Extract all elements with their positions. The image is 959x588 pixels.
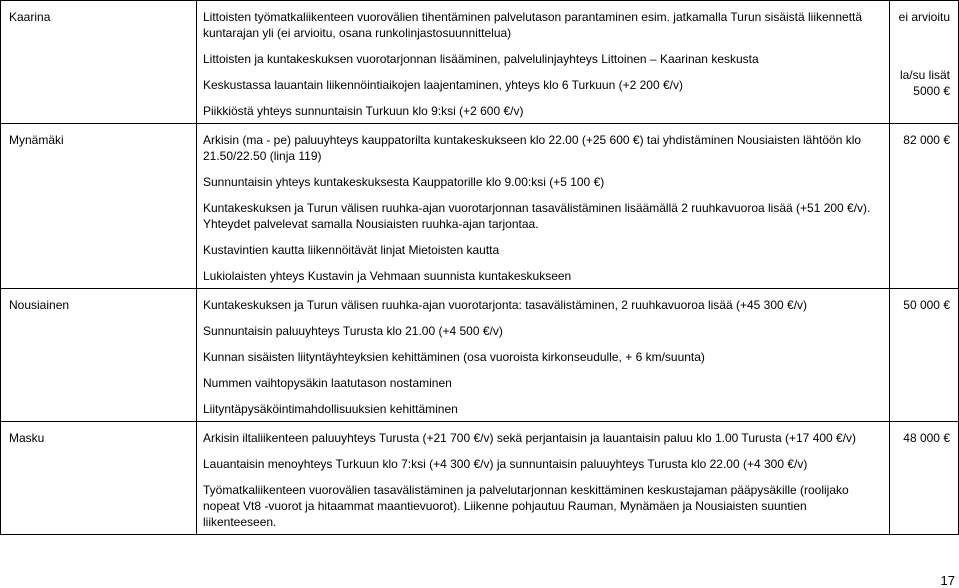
measure-item: Kustavintien kautta liikennöitävät linjat Mietoisten kautta bbox=[203, 243, 500, 257]
measure-item: Kuntakeskuksen ja Turun välisen ruuhka-ajan vuorotarjonta: tasavälistäminen, 2 ruuhkavuoroa lisää (+45 300 €/v) bbox=[203, 298, 808, 312]
measure-item: Liityntäpysäköintimahdollisuuksien kehittäminen bbox=[203, 402, 458, 416]
table-row-masku bbox=[1, 422, 959, 535]
measures-cell bbox=[197, 289, 890, 422]
page-number: 17 bbox=[940, 573, 955, 588]
measure-item: Sunnuntaisin paluuyhteys Turusta klo 21.00 (+4 500 €/v) bbox=[203, 324, 503, 338]
measure-item: Työmatkaliikenteen vuorovälien tasavälistäminen ja palvelutarjonnan keskittäminen keskustajaman pääpysäkille (roolijako nopeat Vt8 -vuorot ja hitaammat maantievuorot). Liikenne pohjautuu Rauman, Mynämäen ja Nousiaisten suuntien liikenteeseen. bbox=[203, 483, 849, 529]
measure-item: Lukiolaisten yhteys Kustavin ja Vehmaan suunnista kuntakeskukseen bbox=[203, 269, 572, 283]
measure-item: Piikkiöstä yhteys sunnuntaisin Turkuun klo 9:ksi (+2 600 €/v) bbox=[203, 104, 524, 118]
measure-item: Littoisten ja kuntakeskuksen vuorotarjonnan lisääminen, palvelulinjayhteys Littoinen – Kaarinan keskusta bbox=[203, 52, 759, 66]
municipality-cell: Kaarina bbox=[1, 1, 197, 124]
table-row-nousiainen bbox=[1, 289, 959, 422]
table-row-mynamaki bbox=[1, 124, 959, 289]
cost-value: 48 000 € bbox=[903, 431, 950, 445]
table-row-kaarina bbox=[1, 1, 959, 124]
cost-value-secondary: 5000 € bbox=[913, 84, 950, 98]
municipality-cell: Masku bbox=[1, 422, 197, 535]
municipality-cell: Mynämäki bbox=[1, 124, 197, 289]
measures-cell bbox=[197, 422, 890, 535]
cost-value: 82 000 € bbox=[903, 133, 950, 147]
cost-cell bbox=[890, 1, 959, 124]
measure-item: Keskustassa lauantain liikennöintiaikojen laajentaminen, yhteys klo 6 Turkuun (+2 200 €/v) bbox=[203, 78, 683, 92]
municipality-cell: Nousiainen bbox=[1, 289, 197, 422]
cost-cell bbox=[890, 124, 959, 289]
measure-item: Kuntakeskuksen ja Turun välisen ruuhka-ajan vuorotarjonnan tasavälistäminen lisäämällä 2 ruuhkavuoroa lisää (+51 200 €/v). Yhteydet palvelevat samalla Nousiaisten ruuhka-ajan tarjontaa. bbox=[203, 201, 871, 231]
cost-cell bbox=[890, 422, 959, 535]
measure-item: Kunnan sisäisten liityntäyhteyksien kehittäminen (osa vuoroista kirkonseudulle, + 6 km/suunta) bbox=[203, 350, 705, 364]
measure-item: Arkisin (ma - pe) paluuyhteys kauppatorilta kuntakeskukseen klo 22.00 (+25 600 €) tai yhdistäminen Nousiaisten lähtöön klo 21.50/22.50 (linja 119) bbox=[203, 133, 862, 163]
cost-note: la/su lisät bbox=[899, 68, 950, 82]
measures-cell bbox=[197, 1, 890, 124]
cost-value: ei arvioitu bbox=[898, 10, 950, 24]
measure-item: Nummen vaihtopysäkin laatutason nostaminen bbox=[203, 376, 452, 390]
measures-cell bbox=[197, 124, 890, 289]
measure-item: Arkisin iltaliikenteen paluuyhteys Turusta (+21 700 €/v) sekä perjantaisin ja lauantaisin paluu klo 1.00 Turusta (+17 400 €/v) bbox=[203, 431, 857, 445]
measure-item: Littoisten työmatkaliikenteen vuorovälien tihentäminen palvelutason parantaminen esim. jatkamalla Turun sisäistä liikennettä kuntarajan yli (ei arvioitu, osana runkolinjastosuunnittelua) bbox=[203, 10, 863, 40]
measure-item: Lauantaisin menoyhteys Turkuun klo 7:ksi (+4 300 €/v) ja sunnuntaisin paluuyhteys Turusta klo 22.00 (+4 300 €/v) bbox=[203, 457, 808, 471]
cost-cell bbox=[890, 289, 959, 422]
cost-value: 50 000 € bbox=[903, 298, 950, 312]
measure-item: Sunnuntaisin yhteys kuntakeskuksesta Kauppatorille klo 9.00:ksi (+5 100 €) bbox=[203, 175, 605, 189]
